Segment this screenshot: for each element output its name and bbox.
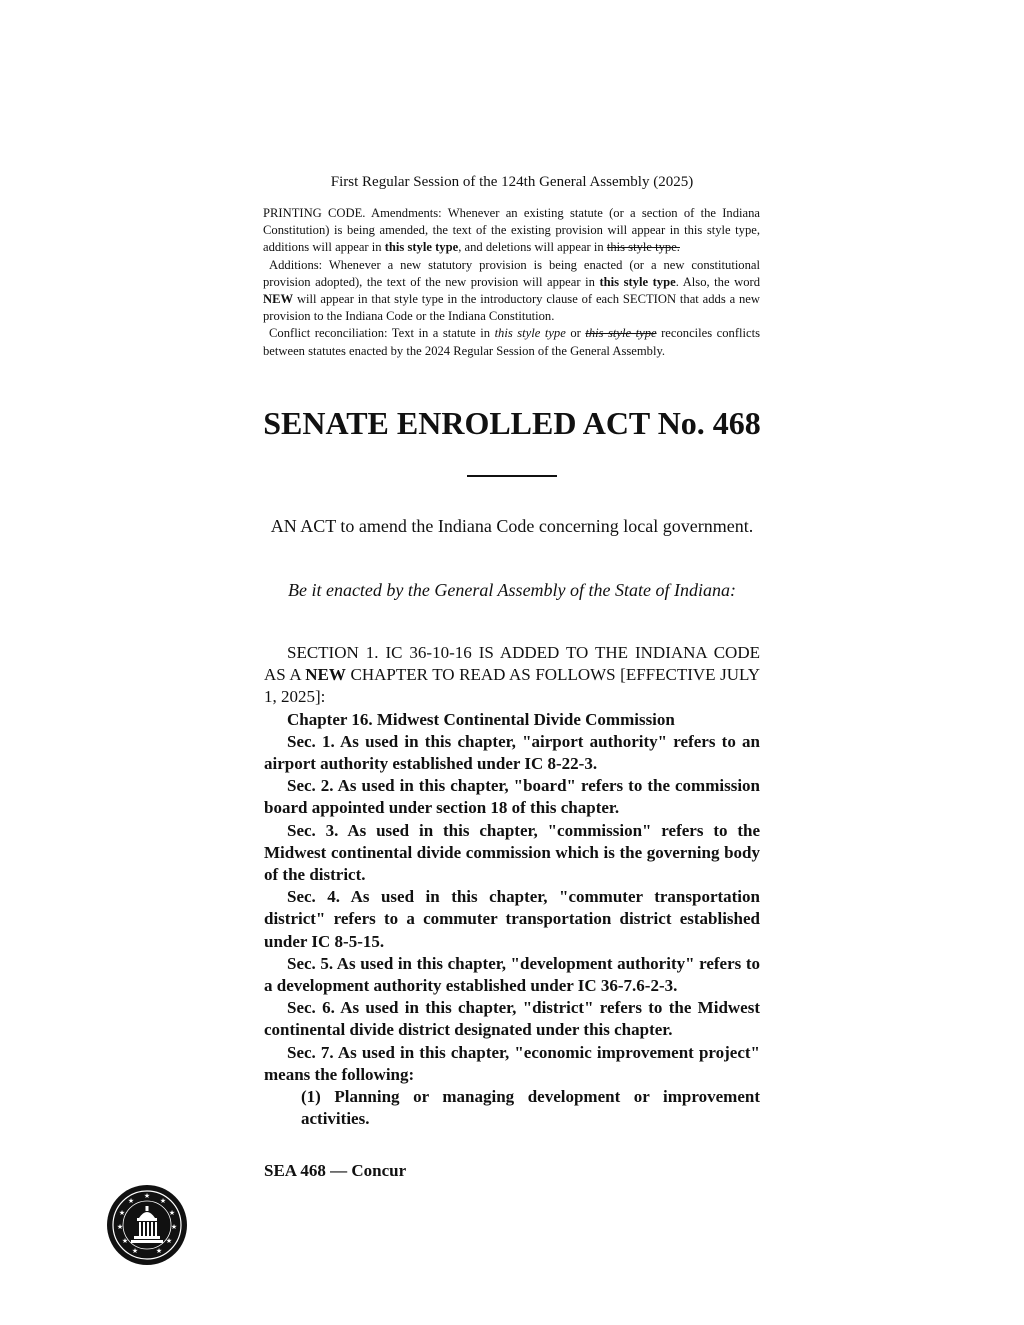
chapter-heading: Chapter 16. Midwest Continental Divide Commission — [287, 709, 675, 729]
footer-label: SEA 468 — Concur — [264, 1161, 407, 1180]
svg-text:★: ★ — [143, 1192, 151, 1200]
printing-code-amendments: PRINTING CODE. Amendments: Whenever an existing statute (or a section of the Indiana Constitution) is being amended, the text of the existing provision will appear in this style type, additions will appear in this style type, and deletions will appear in this style type. — [263, 206, 760, 255]
sec-1: Sec. 1. As used in this chapter, "airport authority" refers to an airport authority established under IC 8-22-3. — [264, 731, 760, 774]
act-body — [264, 642, 760, 1130]
printing-code-notice — [263, 205, 760, 360]
svg-text:★: ★ — [121, 1237, 129, 1245]
printing-code-conflict: Conflict reconciliation: Text in a statute in this style type or this style type reconciles conflicts between statutes enacted by the 2024 Regular Session of the General Assembly. — [263, 326, 761, 358]
title-divider — [467, 475, 557, 477]
sec-7: Sec. 7. As used in this chapter, "economic improvement project" means the following: — [264, 1042, 760, 1084]
svg-text:★: ★ — [159, 1197, 167, 1205]
sec-2: Sec. 2. As used in this chapter, "board" refers to the commission board appointed under section 18 of this chapter. — [264, 776, 760, 818]
session-header: First Regular Session of the 124th General Assembly (2025) — [330, 174, 694, 190]
svg-text:★: ★ — [131, 1247, 139, 1255]
svg-text:★: ★ — [116, 1223, 124, 1231]
act-subject: AN ACT to amend the Indiana Code concerning local government. — [270, 516, 754, 536]
svg-text:★: ★ — [127, 1197, 135, 1205]
svg-text:★: ★ — [118, 1209, 126, 1217]
act-title: SENATE ENROLLED ACT No. 468 — [263, 405, 761, 441]
sec-7-item-1: (1) Planning or managing development or improvement activities. — [301, 1087, 760, 1129]
svg-text:★: ★ — [165, 1237, 173, 1245]
sec-3: Sec. 3. As used in this chapter, "commission" refers to the Midwest continental divide commission which is the governing body of the district. — [264, 820, 760, 885]
svg-text:★: ★ — [155, 1247, 163, 1255]
sec-4: Sec. 4. As used in this chapter, "commuter transportation district" refers to a commuter transportation district established under IC 8-5-15. — [264, 887, 760, 951]
printing-code-additions: Additions: Whenever a new statutory provision is being enacted (or a new constitutional provision adopted), the text of the new provision will appear in this style type. Also, the word NEW will appear in that style type in the introductory clause of each SECTION that adds a new provision to the Indiana Code or the Indiana Constitution. — [263, 257, 760, 324]
enacting-clause: Be it enacted by the General Assembly of the State of Indiana: — [287, 580, 737, 600]
svg-text:★: ★ — [170, 1223, 178, 1231]
svg-text:★: ★ — [168, 1209, 176, 1217]
sec-6: Sec. 6. As used in this chapter, "district" refers to the Midwest continental divide district designated under this chapter. — [264, 998, 760, 1040]
sec-5: Sec. 5. As used in this chapter, "development authority" refers to a development authority established under IC 36-7.6-2-3. — [264, 953, 760, 996]
section-1-intro: SECTION 1. IC 36-10-16 IS ADDED TO THE INDIANA CODE AS A NEW CHAPTER TO READ AS FOLLOWS [EFFECTIVE JULY 1, 2025]: — [264, 643, 760, 707]
indiana-state-seal-icon — [106, 1184, 188, 1266]
